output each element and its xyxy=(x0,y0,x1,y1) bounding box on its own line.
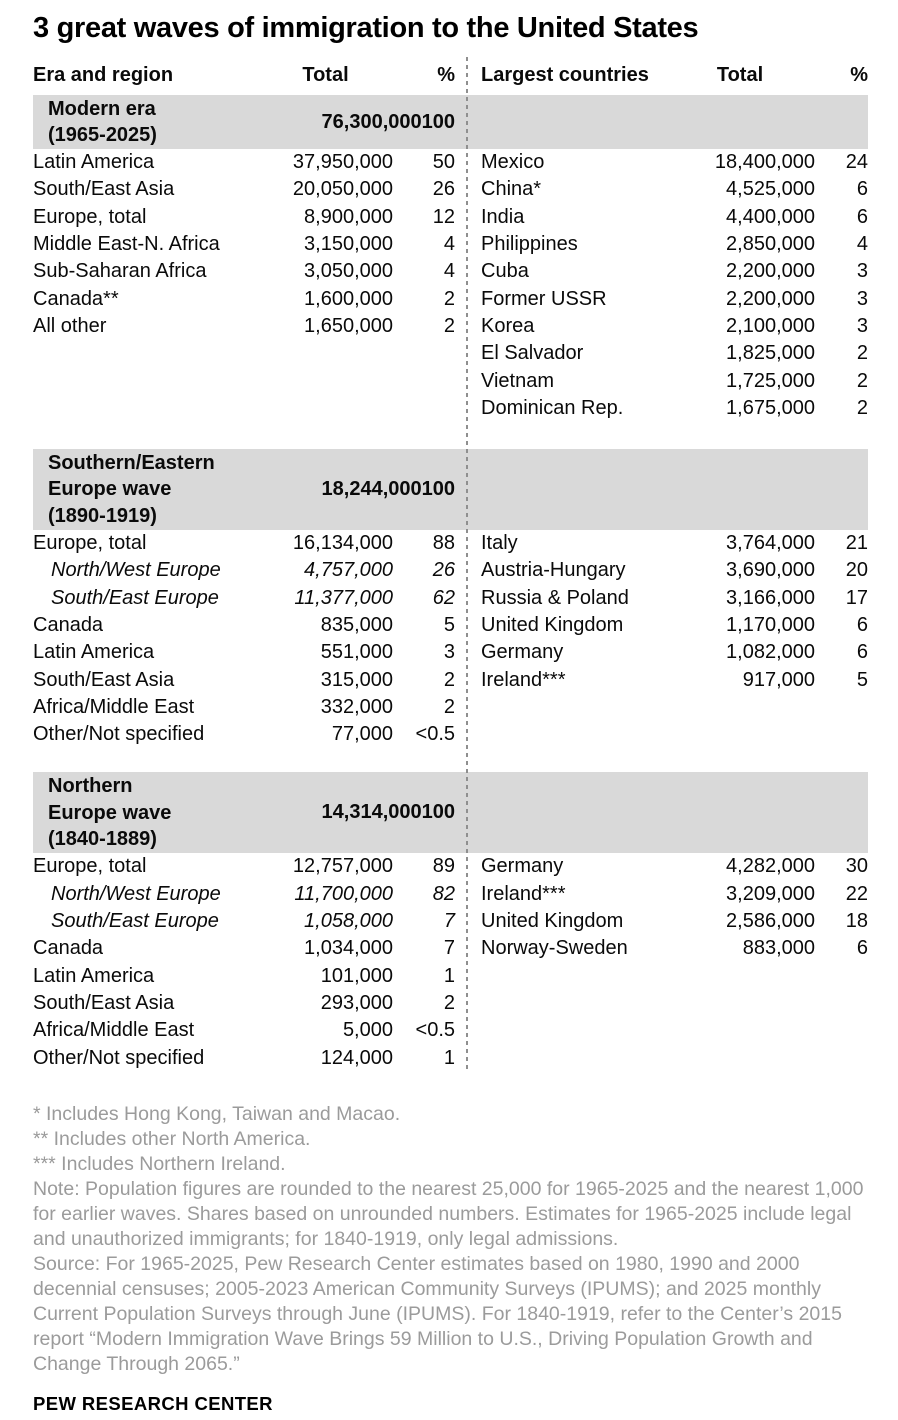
row-label: United Kingdom xyxy=(481,910,624,933)
row-percent: 5 xyxy=(856,668,868,691)
row-label: Korea xyxy=(481,314,535,337)
row-label: South/East Asia xyxy=(33,668,175,691)
section-header-band xyxy=(33,772,868,853)
row-total: 2,200,000 xyxy=(726,287,815,310)
row-total: 2,586,000 xyxy=(726,910,815,933)
era-total: 18,244,000 xyxy=(321,477,422,500)
source-text: Source: For 1965-2025, Pew Research Center estimates based on 1980, 1990 and 2000 decennial censuses; 2005-2023 American Community Surveys (IPUMS); and 2025 monthly Current Population Surveys through June (IPUMS). For 1840-1919, refer to the Center’s 2015 report “Modern Immigration Wave Brings 59 Million to U.S., Driving Population Growth and Change Through 2065.” xyxy=(33,1252,842,1375)
footnote-double-asterisk: ** Includes other North America. xyxy=(33,1127,311,1150)
row-percent: 50 xyxy=(432,151,455,174)
row-percent: 4 xyxy=(856,233,868,256)
row-total: 2,850,000 xyxy=(726,233,815,256)
row-label: Africa/Middle East xyxy=(33,695,195,718)
row-percent: 26 xyxy=(432,178,455,201)
table-row xyxy=(33,853,455,880)
header-total-left: Total xyxy=(302,64,349,86)
header-largest-countries: Largest countries xyxy=(481,64,649,86)
row-label: Latin America xyxy=(33,641,155,664)
row-total: 2,100,000 xyxy=(726,314,815,337)
row-total: 16,134,000 xyxy=(292,532,393,555)
row-label: India xyxy=(481,205,525,228)
table-row xyxy=(33,666,455,693)
section-header-band xyxy=(33,449,868,530)
row-label: Europe, total xyxy=(33,205,147,228)
era-title-line: Europe wave xyxy=(48,478,172,501)
row-percent: 24 xyxy=(845,151,868,174)
row-total: 1,170,000 xyxy=(726,614,815,636)
row-total: 883,000 xyxy=(742,937,815,960)
row-percent: 6 xyxy=(856,205,868,228)
table-row xyxy=(481,395,868,422)
era-percent: 100 xyxy=(421,801,455,824)
row-total: 315,000 xyxy=(320,668,393,691)
row-percent: 62 xyxy=(432,586,455,609)
row-total: 1,825,000 xyxy=(726,342,815,365)
table-row xyxy=(481,612,868,639)
countries-list xyxy=(481,853,868,962)
row-percent: 3 xyxy=(856,260,868,283)
table-row xyxy=(33,639,455,666)
row-label: United Kingdom xyxy=(481,614,624,636)
table-row xyxy=(33,149,455,176)
table-row xyxy=(33,204,455,231)
era-title xyxy=(33,773,322,853)
regions-list xyxy=(33,149,455,340)
table-row xyxy=(481,258,868,285)
era-title-line: Modern era xyxy=(48,97,156,120)
row-percent: 6 xyxy=(856,614,868,636)
row-percent: 2 xyxy=(856,369,868,392)
row-total: 332,000 xyxy=(320,695,393,718)
row-total: 1,675,000 xyxy=(726,396,815,419)
row-total: 11,700,000 xyxy=(294,882,393,905)
row-total: 1,650,000 xyxy=(304,314,393,337)
row-label: South/East Europe xyxy=(51,586,219,609)
section-header-row xyxy=(33,96,455,149)
row-percent: 6 xyxy=(856,178,868,201)
table-row xyxy=(33,313,455,340)
row-total: 1,034,000 xyxy=(304,937,393,960)
table-row xyxy=(481,881,868,908)
table-row xyxy=(481,530,868,557)
table-row xyxy=(33,1044,455,1071)
table-row xyxy=(481,666,868,693)
row-total: 3,764,000 xyxy=(726,532,815,555)
row-label: Other/Not specified xyxy=(33,1046,205,1069)
row-percent: 5 xyxy=(443,614,455,636)
row-percent: 1 xyxy=(443,1046,455,1069)
table-row xyxy=(481,231,868,258)
row-label: Latin America xyxy=(33,964,155,987)
row-label: Africa/Middle East xyxy=(33,1019,195,1042)
row-label: Germany xyxy=(481,641,564,664)
row-label: North/West Europe xyxy=(51,882,221,905)
row-total: 3,209,000 xyxy=(726,882,815,905)
row-total: 1,082,000 xyxy=(726,641,815,664)
section-northern-europe-wave xyxy=(0,772,898,1071)
row-total: 37,950,000 xyxy=(292,151,393,174)
row-total: 18,400,000 xyxy=(714,151,815,174)
table-row xyxy=(481,149,868,176)
row-label: Former USSR xyxy=(481,287,607,310)
row-label: Sub-Saharan Africa xyxy=(33,260,207,283)
table-row xyxy=(481,853,868,880)
row-total: 1,600,000 xyxy=(304,287,393,310)
header-era-and-region: Era and region xyxy=(33,64,174,86)
row-total: 917,000 xyxy=(742,668,815,691)
row-label: Middle East-N. Africa xyxy=(33,233,220,256)
row-percent: <0.5 xyxy=(415,723,455,746)
row-label: Europe, total xyxy=(33,855,147,878)
row-total: 8,900,000 xyxy=(304,205,393,228)
row-label: Canada xyxy=(33,614,104,636)
row-percent: 17 xyxy=(845,586,868,609)
row-label: South/East Asia xyxy=(33,991,175,1014)
section-content xyxy=(0,530,898,748)
table-row xyxy=(481,285,868,312)
table-row xyxy=(33,285,455,312)
table-row xyxy=(481,639,868,666)
row-percent: 4 xyxy=(443,233,455,256)
row-percent: 18 xyxy=(845,910,868,933)
table-row xyxy=(33,557,455,584)
header-percent-left: % xyxy=(437,64,455,86)
row-total: 4,757,000 xyxy=(304,559,393,582)
row-percent: 2 xyxy=(856,396,868,419)
table-row xyxy=(33,612,455,639)
row-total: 12,757,000 xyxy=(292,855,393,878)
era-title-line: (1840-1889) xyxy=(48,828,157,851)
era-percent: 100 xyxy=(421,477,455,500)
footnotes-block xyxy=(33,1102,868,1377)
pew-research-center-logo: PEW RESEARCH CENTER xyxy=(33,1392,273,1414)
left-header-group xyxy=(33,64,455,87)
row-total: 3,150,000 xyxy=(304,233,393,256)
section-header-band xyxy=(33,95,868,149)
row-label: Italy xyxy=(481,532,518,555)
row-percent: 7 xyxy=(443,910,455,933)
table-row xyxy=(33,1017,455,1044)
row-label: North/West Europe xyxy=(51,559,221,582)
row-label: China* xyxy=(481,178,542,201)
row-label: Russia & Poland xyxy=(481,586,629,609)
row-label: Dominican Rep. xyxy=(481,396,624,419)
row-percent: 6 xyxy=(856,937,868,960)
row-total: 3,690,000 xyxy=(726,559,815,582)
column-headers xyxy=(0,55,898,95)
right-header-group xyxy=(481,64,868,87)
row-total: 4,400,000 xyxy=(726,205,815,228)
dashed-column-divider xyxy=(466,57,468,1072)
table-row xyxy=(33,694,455,721)
era-title-line: (1890-1919) xyxy=(48,504,157,527)
row-percent: 7 xyxy=(443,937,455,960)
row-percent: 82 xyxy=(432,882,455,905)
table-row xyxy=(481,557,868,584)
table-row xyxy=(33,231,455,258)
row-label: Austria-Hungary xyxy=(481,559,626,582)
row-total: 11,377,000 xyxy=(294,586,393,609)
row-label: All other xyxy=(33,314,107,337)
row-label: Ireland*** xyxy=(481,668,566,691)
row-percent: 88 xyxy=(432,532,455,555)
table-row xyxy=(481,908,868,935)
section-header-row xyxy=(33,450,455,530)
era-title-line: Europe wave xyxy=(48,801,172,824)
table-row xyxy=(481,367,868,394)
footnote-asterisk: * Includes Hong Kong, Taiwan and Macao. xyxy=(33,1102,401,1125)
row-total: 1,725,000 xyxy=(726,369,815,392)
row-percent: 2 xyxy=(443,287,455,310)
row-total: 101,000 xyxy=(320,964,393,987)
row-total: 4,525,000 xyxy=(726,178,815,201)
row-percent: 3 xyxy=(443,641,455,664)
era-title-line: Northern xyxy=(48,775,133,798)
row-label: South/East Europe xyxy=(51,910,219,933)
row-total: 1,058,000 xyxy=(304,910,393,933)
section-content xyxy=(0,149,898,422)
table-row xyxy=(33,908,455,935)
row-percent: 4 xyxy=(443,260,455,283)
row-label: Europe, total xyxy=(33,532,147,555)
footnote-triple-asterisk: *** Includes Northern Ireland. xyxy=(33,1152,286,1175)
section-header-row xyxy=(33,773,455,853)
era-total: 76,300,000 xyxy=(321,110,422,133)
table-row xyxy=(33,990,455,1017)
row-total: 20,050,000 xyxy=(292,178,393,201)
row-total: 551,000 xyxy=(320,641,393,664)
row-label: Canada xyxy=(33,937,104,960)
countries-list xyxy=(481,530,868,694)
table-area xyxy=(0,55,898,1072)
row-label: Canada** xyxy=(33,287,119,310)
row-percent: 2 xyxy=(443,668,455,691)
era-title xyxy=(33,96,322,149)
era-percent: 100 xyxy=(421,110,455,133)
row-total: 293,000 xyxy=(320,991,393,1014)
header-total-right: Total xyxy=(716,64,764,86)
row-label: Other/Not specified xyxy=(33,723,205,746)
table-row xyxy=(481,176,868,203)
row-percent: 2 xyxy=(443,991,455,1014)
row-percent: 2 xyxy=(856,342,868,365)
row-label: Germany xyxy=(481,855,564,878)
row-total: 3,166,000 xyxy=(726,586,815,609)
row-label: Norway-Sweden xyxy=(481,937,628,960)
row-total: 3,050,000 xyxy=(304,260,393,283)
section-southern-eastern-europe-wave xyxy=(0,449,898,748)
row-percent: 3 xyxy=(856,314,868,337)
row-percent: 22 xyxy=(845,882,868,905)
table-row xyxy=(33,176,455,203)
row-total: 124,000 xyxy=(320,1046,393,1069)
row-label: El Salvador xyxy=(481,342,584,365)
row-percent: 12 xyxy=(432,205,455,228)
row-percent: 2 xyxy=(443,695,455,718)
regions-list xyxy=(33,853,455,1071)
row-total: 4,282,000 xyxy=(726,855,815,878)
regions-list xyxy=(33,530,455,748)
row-total: 2,200,000 xyxy=(726,260,815,283)
table-row xyxy=(33,963,455,990)
row-percent: 1 xyxy=(443,964,455,987)
table-row xyxy=(481,204,868,231)
row-percent: 3 xyxy=(856,287,868,310)
table-row xyxy=(481,585,868,612)
table-row xyxy=(481,935,868,962)
row-percent: 20 xyxy=(845,559,868,582)
row-label: Ireland*** xyxy=(481,882,566,905)
row-percent: 2 xyxy=(443,314,455,337)
header-percent-right: % xyxy=(850,64,868,86)
row-percent: 6 xyxy=(856,641,868,664)
page-title: 3 great waves of immigration to the United States xyxy=(33,12,699,44)
era-title-line: Southern/Eastern xyxy=(48,451,215,474)
section-modern-era xyxy=(0,95,898,422)
row-label: Vietnam xyxy=(481,369,555,392)
row-label: South/East Asia xyxy=(33,178,175,201)
table-row xyxy=(33,585,455,612)
era-title-line: (1965-2025) xyxy=(48,124,157,146)
row-percent: 89 xyxy=(432,855,455,878)
table-row xyxy=(481,313,868,340)
row-percent: <0.5 xyxy=(415,1019,455,1042)
row-label: Cuba xyxy=(481,260,529,283)
row-total: 77,000 xyxy=(331,723,393,746)
row-label: Philippines xyxy=(481,233,578,256)
section-content xyxy=(0,853,898,1071)
era-title xyxy=(33,450,322,530)
era-total: 14,314,000 xyxy=(321,801,422,824)
table-row xyxy=(33,530,455,557)
row-label: Latin America xyxy=(33,151,155,174)
table-row xyxy=(33,881,455,908)
row-percent: 30 xyxy=(845,855,868,878)
row-percent: 21 xyxy=(845,532,868,555)
table-row xyxy=(33,721,455,748)
row-label: Mexico xyxy=(481,151,545,174)
table-row xyxy=(33,935,455,962)
row-total: 5,000 xyxy=(342,1019,393,1042)
row-percent: 26 xyxy=(432,559,455,582)
row-total: 835,000 xyxy=(320,614,393,636)
note-text: Note: Population figures are rounded to the nearest 25,000 for 1965-2025 and the nearest 1,000 for earlier waves. Shares based on unrounded numbers. Estimates for 1965-2025 include legal and unauthorized immigrants; for 1840-1919, only legal admissions. xyxy=(33,1177,864,1250)
table-row xyxy=(33,258,455,285)
countries-list xyxy=(481,149,868,422)
table-row xyxy=(481,340,868,367)
